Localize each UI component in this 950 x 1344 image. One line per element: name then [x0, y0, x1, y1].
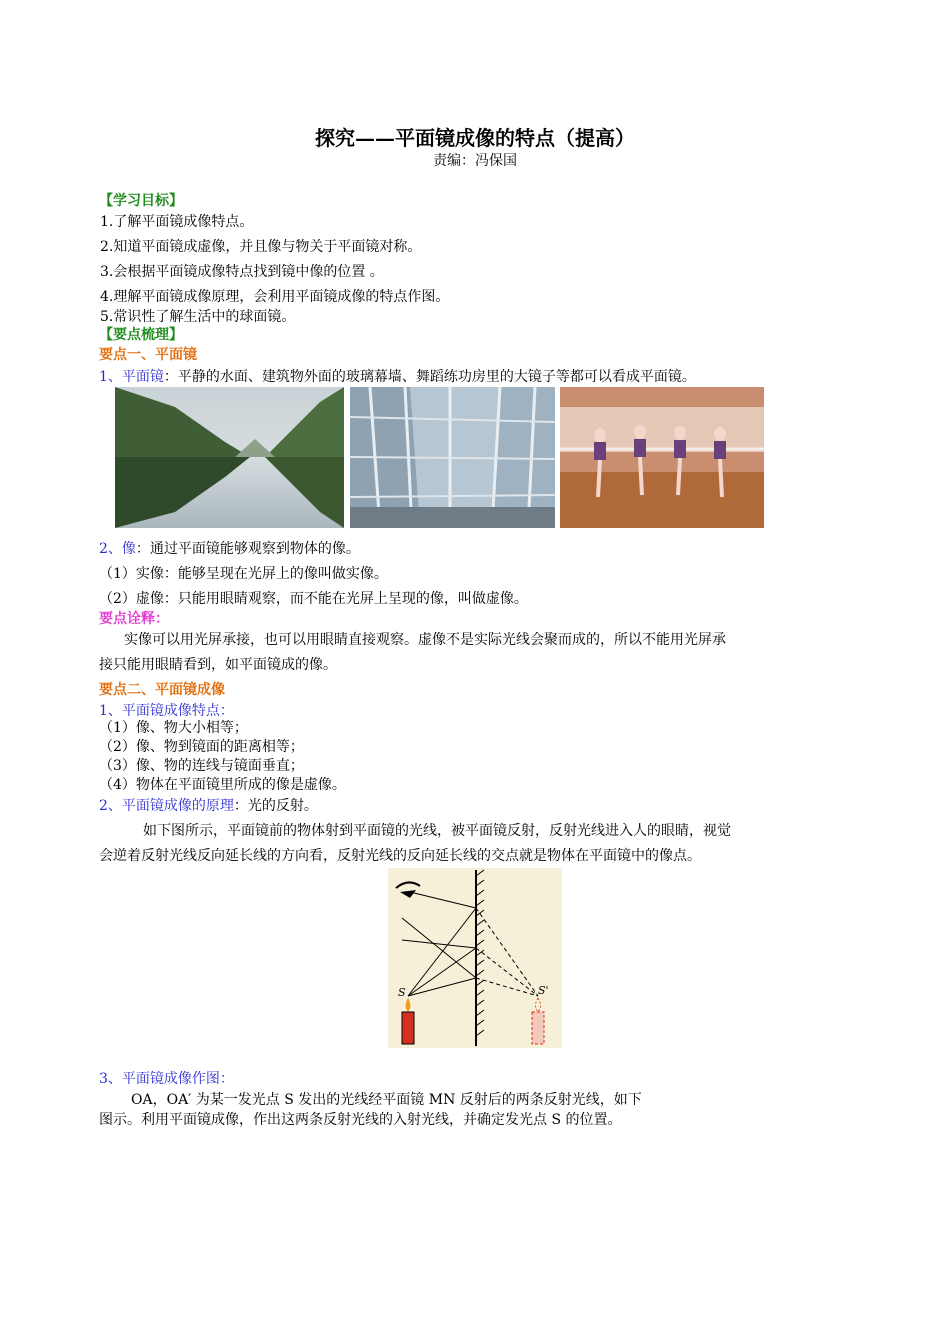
principle-paragraph-line: 会逆着反射光线反向延长线的方向看，反射光线的反向延长线的交点就是物体在平面镜中的像点。	[99, 848, 701, 864]
dance-studio-photo	[560, 387, 764, 528]
candle-icon	[402, 998, 414, 1044]
eye-icon	[396, 882, 420, 898]
feature-item: （1）像、物大小相等；	[99, 720, 248, 736]
item-text: ：通过平面镜能够观察到物体的像。	[135, 541, 360, 557]
image-label: S'	[538, 984, 549, 997]
point2-heading: 要点二、平面镜成像	[99, 682, 225, 698]
real-image-def: （1）实像：能够呈现在光屏上的像叫做实像。	[99, 566, 388, 582]
summary-heading: 【要点梳理】	[99, 327, 183, 343]
note-line: 接只能用眼睛看到，如平面镜成的像。	[99, 657, 337, 673]
principle-text: ：光的反射。	[233, 798, 318, 814]
item-label: 1、平面镜	[99, 369, 164, 385]
drawing-heading: 3、平面镜成像作图：	[99, 1071, 234, 1087]
editor-credit: 责编：冯保国	[433, 153, 517, 169]
objective-item: 5.常识性了解生活中的球面镜。	[100, 309, 296, 325]
note-heading: 要点诠释：	[99, 611, 169, 627]
lake-reflection-photo	[115, 387, 344, 528]
point1-heading: 要点一、平面镜	[99, 347, 197, 363]
objective-item: 3.会根据平面镜成像特点找到镜中像的位置 。	[100, 264, 384, 280]
page-title: 探究——平面镜成像的特点（提高）	[315, 126, 635, 150]
features-heading: 1、平面镜成像特点：	[99, 703, 234, 719]
source-label: S	[398, 986, 406, 999]
objective-item: 2.知道平面镜成虚像，并且像与物关于平面镜对称。	[100, 239, 422, 255]
objective-item: 1.了解平面镜成像特点。	[100, 214, 254, 230]
note-line: 实像可以用光屏承接，也可以用眼睛直接观察。虚像不是实际光线会聚而成的，所以不能用光屏承	[124, 632, 726, 648]
principle-label: 2、平面镜成像的原理	[99, 798, 234, 814]
objectives-heading: 【学习目标】	[99, 193, 183, 209]
feature-item: （3）像、物的连线与镜面垂直；	[99, 758, 304, 774]
candle-image-icon	[532, 998, 544, 1044]
item-label: 2、像	[99, 541, 136, 557]
point1-item1	[99, 368, 696, 386]
principle-paragraph-line: 如下图所示，平面镜前的物体射到平面镜的光线，被平面镜反射，反射光线进入人的眼睛，视觉	[143, 823, 731, 839]
drawing-line: 图示。利用平面镜成像，作出这两条反射光线的入射光线，并确定发光点 S 的位置。	[99, 1112, 622, 1128]
plane-mirror-diagram	[388, 868, 562, 1048]
feature-item: （4）物体在平面镜里所成的像是虚像。	[99, 777, 346, 793]
principle-line	[99, 797, 318, 815]
virtual-image-def: （2）虚像：只能用眼睛观察，而不能在光屏上呈现的像，叫做虚像。	[99, 591, 528, 607]
glass-curtain-wall-photo	[350, 387, 555, 528]
item-text: ：平静的水面、建筑物外面的玻璃幕墙、舞蹈练功房里的大镜子等都可以看成平面镜。	[163, 369, 696, 385]
point1-item2	[99, 540, 360, 558]
feature-item: （2）像、物到镜面的距离相等；	[99, 739, 304, 755]
drawing-line: OA，OA′ 为某一发光点 S 发出的光线经平面镜 MN 反射后的两条反射光线，如下	[131, 1092, 642, 1108]
objective-item: 4.理解平面镜成像原理，会利用平面镜成像的特点作图。	[100, 289, 450, 305]
